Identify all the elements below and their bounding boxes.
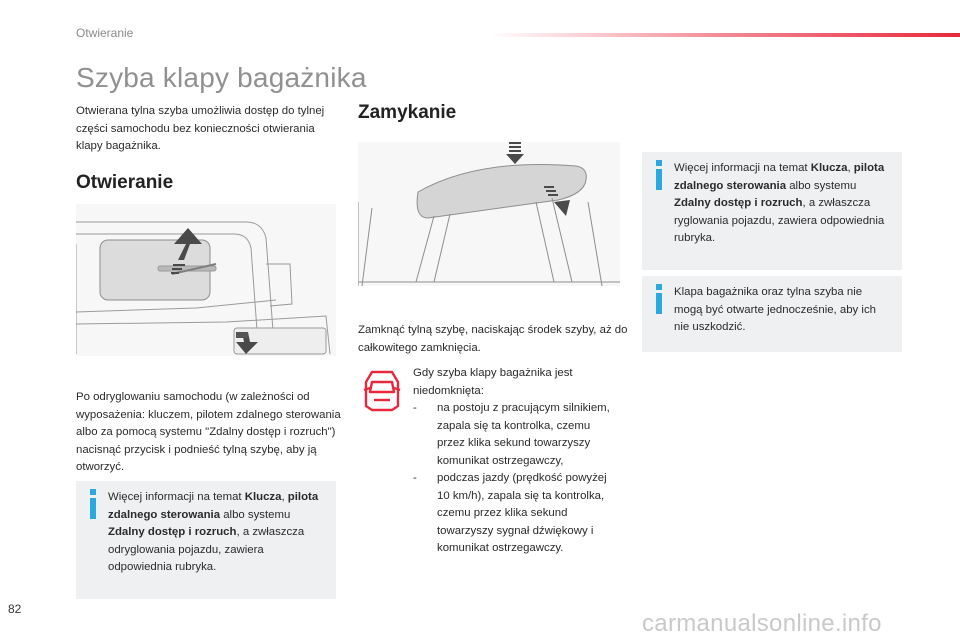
info-box-note [642, 276, 902, 352]
closing-illustration [358, 142, 620, 286]
info-text-note: Klapa bagażnika oraz tylna szyba nie mogą być otwarte jednocześnie, aby ich nie uszkodzić. [674, 286, 876, 333]
section-header: Otwieranie [76, 26, 134, 40]
watermark: carmanualsonline.info [642, 610, 882, 637]
info-text-unlocking: Więcej informacji na temat Klucza, pilota zdalnego sterowania albo systemu Zdalny dostęp i rozruch, a zwłaszcza odryglowania pojazdu, zawiera odpowiednia rubryka. [108, 491, 319, 573]
warning-intro: Gdy szyba klapy bagażnika jest niedomknięta: [413, 367, 573, 397]
page-number: 82 [8, 602, 22, 616]
intro-paragraph: Otwierana tylna szyba umożliwia dostęp do tylnej części samochodu bez konieczności otwierania klapy bagażnika. [76, 105, 325, 152]
header-accent-bar [490, 33, 960, 37]
info-text-locking: Więcej informacji na temat Klucza, pilota zdalnego sterowania albo systemu Zdalny dostęp i rozruch, a zwłaszcza ryglowania pojazdu, zawiera odpowiednia rubryka. [674, 162, 885, 244]
heading-opening: Otwieranie [76, 172, 174, 193]
opening-instructions: Po odryglowaniu samochodu (w zależności od wyposażenia: kluczem, pilotem zdalnego sterowania albo za pomocą systemu "Zdalny dostęp i rozruch") nacisnąć przycisk i podnieść tylną szybę, aby ją otworzyć. [76, 391, 341, 473]
closing-instructions: Zamknąć tylną szybę, naciskając środek szyby, aż do całkowitego zamknięcia. [358, 324, 628, 354]
page-title: Szyba klapy bagażnika [76, 62, 367, 93]
info-icon [86, 489, 100, 519]
info-icon [652, 284, 666, 314]
opening-illustration [76, 204, 336, 356]
rear-window-warning-icon [362, 366, 402, 414]
warning-text [413, 365, 613, 558]
warning-item: - podczas jazdy (prędkość powyżej 10 km/h), zapala się ta kontrolka, czemu przez klika sekund towarzyszy sygnał dźwiękowy i komunikat ostrzegawczy. [413, 472, 607, 554]
info-icon [652, 160, 666, 190]
heading-closing: Zamykanie [358, 102, 457, 123]
info-box-locking [642, 152, 902, 270]
info-box-unlocking [76, 481, 336, 599]
warning-item: - na postoju z pracującym silnikiem, zapala się ta kontrolka, czemu przez klika sekund towarzyszy komunikat ostrzegawczy, [413, 402, 610, 467]
